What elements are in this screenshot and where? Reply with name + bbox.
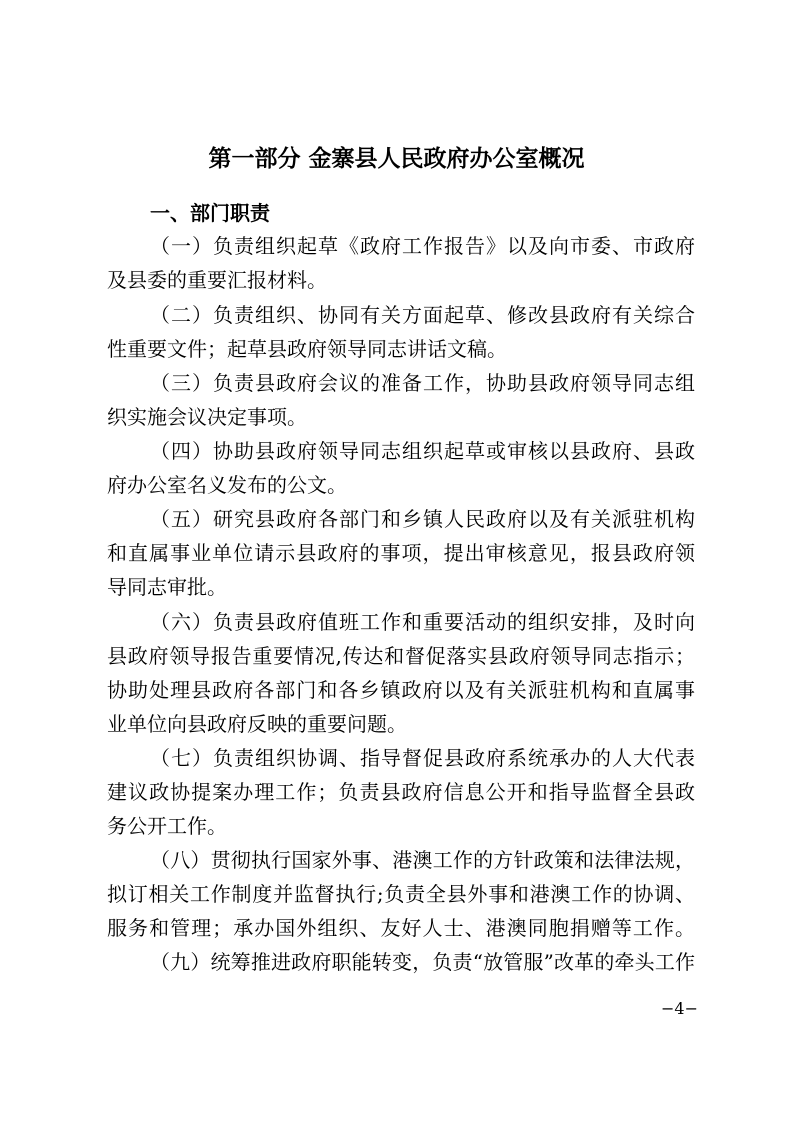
paragraph-3-line-1: （三）负责县政府会议的准备工作，协助县政府领导同志组 <box>150 371 695 395</box>
paragraph-6-line-1: （六）负责县政府值班工作和重要活动的组织安排，及时向 <box>150 610 695 634</box>
paragraph-3-line-2: 织实施会议决定事项。 <box>107 405 307 429</box>
paragraph-5-line-3: 导同志审批。 <box>107 575 227 599</box>
paragraph-1-line-2: 及县委的重要汇报材料。 <box>107 268 327 292</box>
paragraph-2-line-2: 性重要文件；起草县政府领导同志讲话文稿。 <box>107 337 507 361</box>
paragraph-6-line-3: 协助处理县政府各部门和各乡镇政府以及有关派驻机构和直属事 <box>107 678 695 702</box>
paragraph-4-line-2: 府办公室名义发布的公文。 <box>107 473 347 497</box>
paragraph-1-line-1: （一）负责组织起草《政府工作报告》以及向市委、市政府 <box>150 234 695 258</box>
paragraph-6-line-4: 业单位向县政府反映的重要问题。 <box>107 712 407 736</box>
paragraph-7-line-3: 务公开工作。 <box>107 814 227 838</box>
paragraph-8-line-2: 拟订相关工作制度并监督执行;负责全县外事和港澳工作的协调、 <box>107 882 695 906</box>
page-number: −4− <box>661 999 698 1018</box>
paragraph-9-line-1: （九）统筹推进政府职能转变，负责“放管服”改革的牵头工作 <box>150 950 695 974</box>
paragraph-5-line-1: （五）研究县政府各部门和乡镇人民政府以及有关派驻机构 <box>150 507 695 531</box>
page-title: 第一部分 金寨县人民政府办公室概况 <box>208 146 585 172</box>
paragraph-7-line-1: （七）负责组织协调、指导督促县政府系统承办的人大代表 <box>150 746 695 770</box>
paragraph-2-line-1: （二）负责组织、协同有关方面起草、修改县政府有关综合 <box>150 303 695 327</box>
paragraph-8-line-3: 服务和管理；承办国外组织、友好人士、港澳同胞捐赠等工作。 <box>107 916 695 940</box>
paragraph-6-line-2: 县政府领导报告重要情况,传达和督促落实县政府领导同志指示； <box>107 644 695 668</box>
paragraph-5-line-2: 和直属事业单位请示县政府的事项，提出审核意见，报县政府领 <box>107 541 695 565</box>
paragraph-7-line-2: 建议政协提案办理工作；负责县政府信息公开和指导监督全县政 <box>107 780 695 804</box>
section-heading: 一、部门职责 <box>150 201 270 225</box>
paragraph-4-line-1: （四）协助县政府领导同志组织起草或审核以县政府、县政 <box>150 439 695 463</box>
paragraph-8-line-1: （八）贯彻执行国家外事、港澳工作的方针政策和法律法规， <box>150 848 695 872</box>
